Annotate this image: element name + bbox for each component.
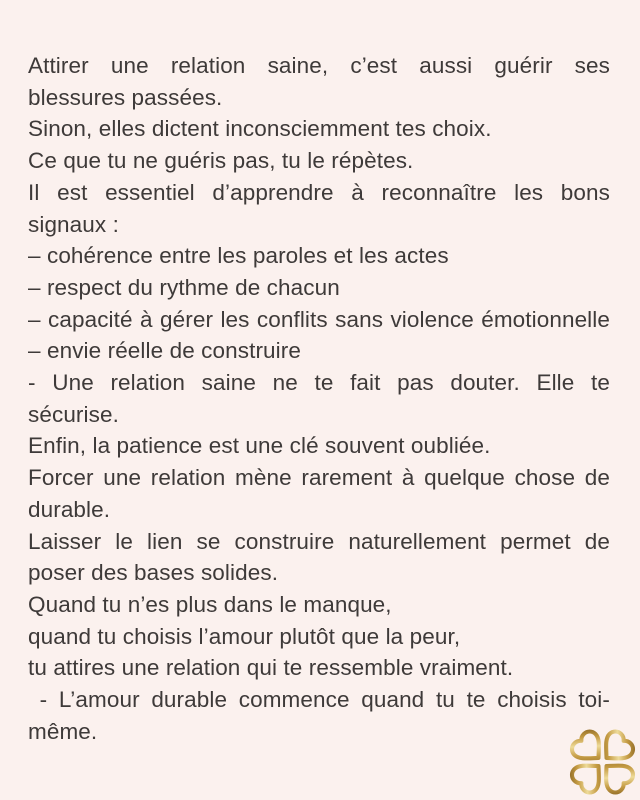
quote-text-block: [28, 50, 610, 747]
text-line: même.: [28, 718, 98, 744]
text-line: Enfin, la patience est une clé souvent oubliée.: [28, 433, 491, 459]
text-line: – envie réelle de construire: [28, 338, 301, 364]
text-line: Sinon, elles dictent inconsciemment tes choix.: [28, 116, 492, 142]
text-line: - Une relation saine ne te fait pas douter. Elle te: [28, 370, 610, 396]
text-line: Forcer une relation mène rarement à quelque chose de: [28, 465, 610, 491]
text-line: - L’amour durable commence quand tu te choisis toi-: [28, 687, 610, 713]
text-line: tu attires une relation qui te ressemble vraiment.: [28, 655, 514, 681]
text-line: – cohérence entre les paroles et les actes: [28, 243, 449, 269]
text-line: Attirer une relation saine, c’est aussi guérir ses: [28, 53, 610, 78]
text-line: – capacité à gérer les conflits sans violence émotionnelle: [28, 306, 610, 332]
text-line: Laisser le lien se construire naturellement permet de: [28, 528, 610, 554]
text-line: sécurise.: [28, 401, 119, 427]
text-line: poser des bases solides.: [28, 560, 279, 586]
text-line: blessures passées.: [28, 84, 223, 110]
text-lines: [28, 50, 610, 747]
text-line: Il est essentiel d’apprendre à reconnaître les bons: [28, 179, 610, 205]
text-line: quand tu choisis l’amour plutôt que la peur,: [28, 623, 461, 649]
text-line: Quand tu n’es plus dans le manque,: [28, 591, 392, 617]
heart-clover-icon: [567, 727, 638, 797]
text-line: Ce que tu ne guéris pas, tu le répètes.: [28, 148, 414, 174]
text-line: – respect du rythme de chacun: [28, 274, 340, 300]
text-line: signaux :: [28, 211, 119, 237]
text-line: durable.: [28, 496, 111, 522]
